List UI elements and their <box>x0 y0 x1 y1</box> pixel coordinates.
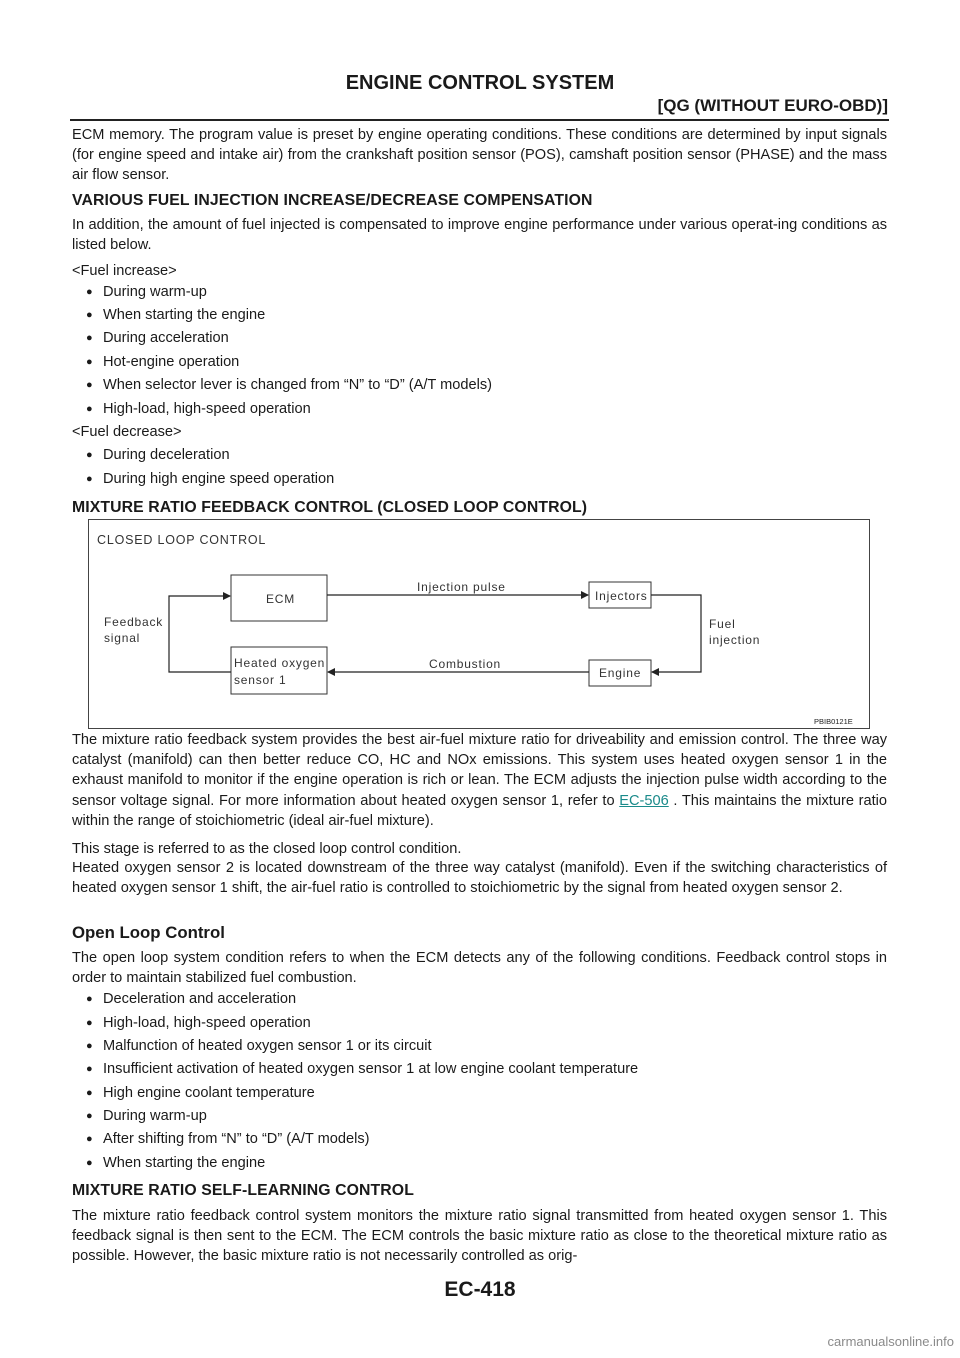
bullet-icon: ● <box>86 356 93 368</box>
bullet-icon: ● <box>86 1063 93 1075</box>
heading-self-learning: MIXTURE RATIO SELF-LEARNING CONTROL <box>72 1182 414 1199</box>
bullet-icon: ● <box>86 1040 93 1052</box>
bullet-icon: ● <box>86 309 93 321</box>
watermark: carmanualsonline.info <box>827 1334 954 1349</box>
fuel-label-line2: injection <box>709 633 761 647</box>
combustion-label: Combustion <box>429 657 502 671</box>
injection-pulse-label: Injection pulse <box>417 580 506 594</box>
bullet-icon: ● <box>86 1133 93 1145</box>
injectors-label: Injectors <box>595 589 648 603</box>
heading-fuel-compensation: VARIOUS FUEL INJECTION INCREASE/DECREASE COMPENSATION <box>72 192 593 209</box>
feedback-label-line1: Feedback <box>104 615 164 629</box>
diagram-title: CLOSED LOOP CONTROL <box>97 533 267 547</box>
bullet-icon: ● <box>86 993 93 1005</box>
feedback-signal-arrow <box>169 596 231 672</box>
intro-paragraph: ECM memory. The program value is preset by engine operating conditions. These conditions are determined by input signals (for engine speed and intake air) from the crankshaft position sensor (POS), camshaft position sensor (PHASE) and the mass air flow sensor. <box>72 127 887 184</box>
diagram-code: PBIB0121E <box>814 717 853 726</box>
bullet-icon: ● <box>86 379 93 391</box>
closed-loop-diagram <box>88 519 870 729</box>
bullet-icon: ● <box>86 1157 93 1169</box>
feedback-paragraph-3: Heated oxygen sensor 2 is located downstream of the three way catalyst (manifold). Even if the switching characteristics of heated oxygen sensor 1 shift, the air-fuel ratio is controlled to stoichiometric by the signal from heated oxygen sensor 2. <box>72 860 887 897</box>
bullet-icon: ● <box>86 403 93 415</box>
heading-open-loop: Open Loop Control <box>72 923 225 942</box>
bullet-icon: ● <box>86 1087 93 1099</box>
engine-label: Engine <box>599 666 642 680</box>
feedback-label-line2: signal <box>104 631 141 645</box>
sensor-label-line1: Heated oxygen <box>234 656 326 670</box>
open-loop-paragraph: The open loop system condition refers to when the ECM detects any of the following conditions. Feedback control stops in order to maintain stabilized fuel combustion. <box>72 950 887 987</box>
heading-feedback-control: MIXTURE RATIO FEEDBACK CONTROL (CLOSED LOOP CONTROL) <box>72 499 588 516</box>
feedback-paragraph-2: This stage is referred to as the closed loop control condition. <box>72 841 462 857</box>
bullet-icon: ● <box>86 332 93 344</box>
bullet-icon: ● <box>86 286 93 298</box>
feedback-paragraph-1: The mixture ratio feedback system provides the best air-fuel mixture ratio for driveability and emission control. The three way catalyst (manifold) can then better reduce CO, HC and NOx emissions. This system uses heated oxygen sensor 1 in the exhaust manifold to monitor if the engine operation is rich or lean. The ECM adjusts the injection pulse width according to the sensor voltage signal. For more information about heated oxygen sensor 1, refer to EC-506 . This maintains the mixture ratio within the range of stoichiometric (ideal air-fuel mixture). <box>72 732 887 829</box>
page-subtitle: [QG (WITHOUT EURO-OBD)] <box>657 96 888 115</box>
self-learning-paragraph: The mixture ratio feedback control system monitors the mixture ratio signal transmitted from heated oxygen sensor 1. This feedback signal is then sent to the ECM. The ECM controls the basic mixture ratio as close to the theoretical mixture ratio as possible. However, the basic mixture ratio is not necessarily controlled as orig- <box>72 1208 887 1265</box>
fuel-injection-arrow <box>651 595 701 672</box>
header-rule <box>70 119 889 121</box>
ecm-label: ECM <box>266 592 296 606</box>
bullet-icon: ● <box>86 1017 93 1029</box>
page-title: ENGINE CONTROL SYSTEM <box>345 72 615 94</box>
fuel-decrease-label: <Fuel decrease> <box>72 424 182 440</box>
fuel-compensation-paragraph: In addition, the amount of fuel injected is compensated to improve engine performance under various operat-ing conditions as listed below. <box>72 217 887 254</box>
bullet-icon: ● <box>86 449 93 461</box>
ec-506-link[interactable]: EC-506 <box>619 792 669 809</box>
fuel-increase-label: <Fuel increase> <box>72 263 177 279</box>
fuel-label-line1: Fuel <box>709 617 736 631</box>
sensor-label-line2: sensor 1 <box>234 673 287 687</box>
bullet-icon: ● <box>86 473 93 485</box>
bullet-icon: ● <box>86 1110 93 1122</box>
page-number: EC-418 <box>444 1278 516 1301</box>
